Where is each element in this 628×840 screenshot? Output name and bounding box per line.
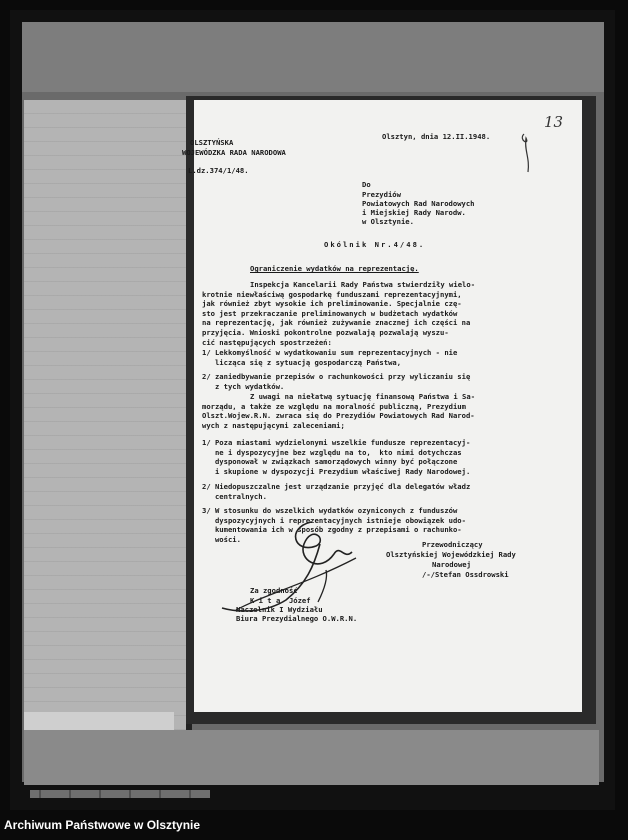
handwritten-signature [216,514,366,624]
bottom-strip [24,730,599,785]
list-2-line: dysponował w związkach samorządowych winny być połączone [202,457,458,467]
p1-line: na reprezentację, jak również zużywanie znacznej ich części na [202,318,471,328]
p2-line: Olszt.Wojew.R.N. zwraca się do Prezydiów Powiatowych Rad Narod- [202,411,475,421]
left-page-edge [24,712,174,730]
list-2-line: i skupione w dyspozycji Prezydium właściwej Rady Narodowej. [202,466,471,476]
certification-line-4: Biura Prezydialnego O.W.R.N. [236,614,358,623]
p2-line: morządu, a także ze względu na moralność publiczną, Prezydium [202,401,466,411]
handwritten-folio-number: 13 [544,113,564,131]
p2-line: wych z następującymi zaleceniami; [202,420,345,430]
archive-caption: Archiwum Państwowe w Olsztynie [4,818,201,832]
org-line-2: WOJEWÓDZKA RADA NARODOWA [182,148,286,157]
org-line-1: OLSZTYŃSKA [190,138,234,147]
addressee-line-5: w Olsztynie. [362,217,414,226]
addressee-line-1: Do [362,180,371,189]
list-2-line: centralnych. [202,491,267,501]
reference-number: L.dz.374/1/48. [188,166,249,175]
film-edge-markings [30,788,210,802]
addressee-line-2: Prezydiów [362,190,401,199]
signatory-line-3: Narodowej [432,560,471,569]
list-2-line: 2/ Niedopuszczalne jest urządzanie przyjęć dla delegatów władz [202,482,471,491]
certification-line-1: Za zgodność [250,586,298,595]
p1-line: sto jest przekraczanie preliminowanych w budżetach wydatków [202,308,458,318]
certification-line-2: K i t a Józef [250,596,311,605]
left-folder-page [24,100,192,730]
handwritten-mark [516,128,542,176]
signatory-line-2: Olsztyńskiej Wojewódzkiej Rady [386,550,516,559]
p1-line: Inspekcja Kancelarii Rady Państwa stwierdziły wielo- [250,280,476,289]
list-1-line: licząca się z sytuacją gospodarczą Państwa, [202,357,402,367]
background-top-strip [22,22,604,92]
p1-line: cić następujących spostrzeżeń: [202,337,332,347]
p2-line: Z uwagi na niełatwą sytuację finansową Państwa i Sa- [250,392,476,401]
addressee-line-3: Powiatowych Rad Narodowych [362,199,475,208]
list-2-line: 1/ Poza miastami wydzielonymi wszelkie fundusze reprezentacyj- [202,438,471,447]
list-2-line: kumentowania ich w sposób zgodny z przepisami o rachunko- [202,525,462,535]
p1-line: krotnie niewłaściwą gospodarkę funduszami reprezentacyjnymi, [202,289,462,299]
list-1-line: 2/ zaniedbywanie przepisów o rachunkowości przy wyliczaniu się [202,372,471,381]
p1-line: przyjęcia. Wnioski pokontrolne pozwalają pozwalają wyszu- [202,328,449,337]
place-date: Olsztyn, dnia 12.II.1948. [382,132,491,141]
signatory-line-4: /-/Stefan Ossdrowski [422,570,509,579]
list-2-line: ne i dyspozycyjne bez względu na to, kto nimi dotychczas [202,447,462,457]
p1-line: jak również zbyt wysokie ich preliminowanie. Specjalnie czę- [202,299,462,309]
subject-line: Ograniczenie wydatków na reprezentację. [250,264,419,273]
list-2-line: dyspozycyjnych i reprezentacyjnych istnieje obowiązek udo- [202,515,466,525]
list-2-line: 3/ W stosunku do wszelkich wydatków ozyniconych z funduszów [202,506,458,515]
list-1-line: z tych wydatków. [202,381,285,391]
list-1-line: 1/ Lekkomyślność w wydatkowaniu sum reprezentacyjnych - nie [202,348,458,357]
document-page [182,100,582,712]
signatory-line-1: Przewodniczący [422,540,483,549]
document-title: Okólnik Nr.4/48. [324,240,426,249]
certification-line-3: Naczelnik I Wydziału [236,605,323,614]
addressee-line-4: i Miejskiej Rady Narodw. [362,208,466,217]
list-2-line: wości. [202,534,241,544]
